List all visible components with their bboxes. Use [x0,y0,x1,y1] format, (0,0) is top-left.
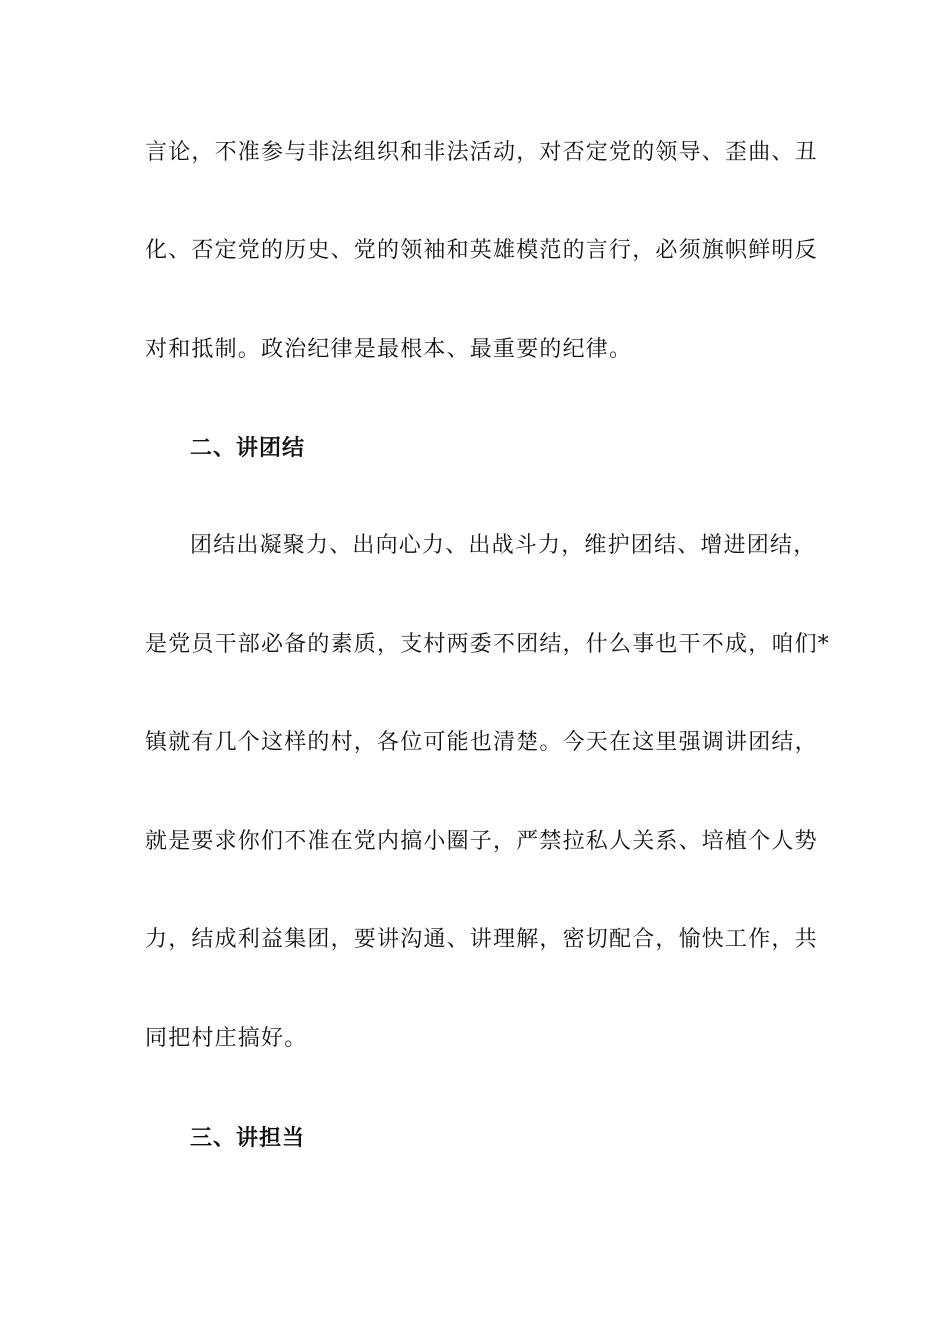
paragraph-line: 力，结成利益集团，要讲沟通、讲理解，密切配合，愉快工作，共 [145,927,818,952]
paragraph-line: 言论，不准参与非法组织和非法活动，对否定党的领导、歪曲、丑 [145,140,818,165]
paragraph-line: 对和抵制。政治纪律是最根本、最重要的纪律。 [145,337,633,362]
paragraph-line: 镇就有几个这样的村，各位可能也清楚。今天在这里强调讲团结， [145,730,818,755]
section-heading-unity: 二、讲团结 [190,435,306,461]
section-heading-responsibility: 三、讲担当 [190,1125,306,1151]
paragraph-line: 就是要求你们不准在党内搞小圈子，严禁拉私人关系、培植个人势 [145,829,818,854]
paragraph-line: 同把村庄搞好。 [145,1026,308,1051]
paragraph-line: 是党员干部必备的素质，支村两委不团结，什么事也干不成，咱们* [145,632,831,657]
paragraph-line: 化、否定党的历史、党的领袖和英雄模范的言行，必须旗帜鲜明反 [145,238,818,263]
paragraph-line: 团结出凝聚力、出向心力、出战斗力，维护团结、增进团结， [190,533,817,558]
